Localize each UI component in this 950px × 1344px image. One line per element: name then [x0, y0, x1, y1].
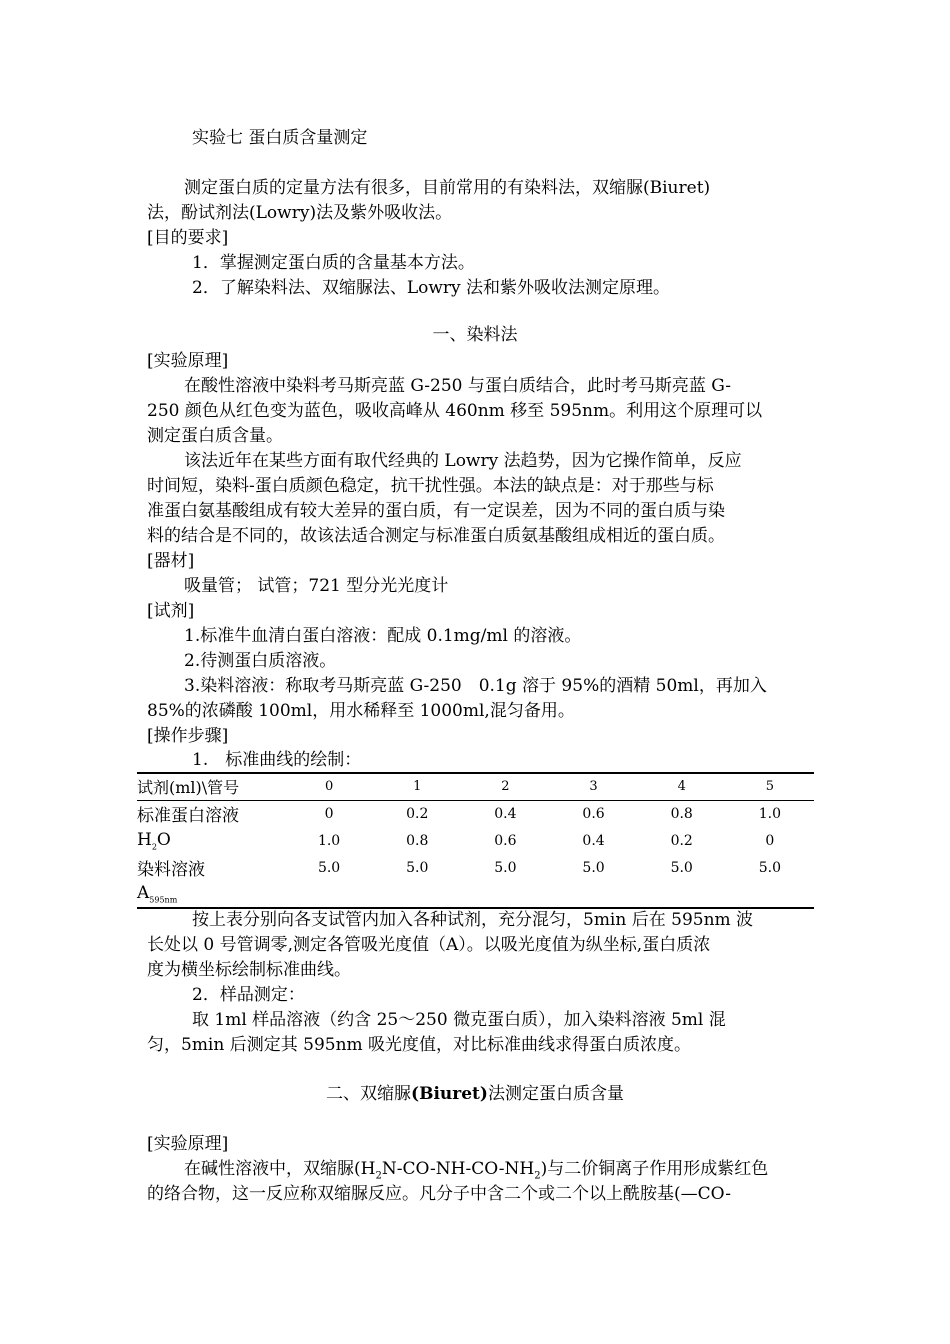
table-cell: 0.2	[670, 832, 693, 849]
tube-number: 2	[501, 779, 510, 795]
table-row	[137, 881, 814, 908]
reagent-item-2: 2.待测蛋白质溶液。	[184, 651, 337, 671]
objective-item-2: 2．了解染料法、双缩脲法、Lowry 法和紫外吸收法测定原理。	[192, 278, 671, 298]
table-cell	[373, 881, 461, 908]
section1-principle-p2-line-2: 时间短，染料-蛋白质颜色稳定，抗干扰性强。本法的缺点是：对于那些与标	[147, 476, 714, 496]
after-table-line-3: 度为横坐标绘制标准曲线。	[147, 960, 351, 980]
section1-principle-p2-line-3: 准蛋白氨基酸组成有较大差异的蛋白质，有一定误差，因为不同的蛋白质与染	[147, 501, 725, 521]
section2-title: 二、双缩脲(Biuret)法测定蛋白质含量	[326, 1084, 624, 1104]
section1-principle-p2-line-4: 料的结合是不同的，故该法适合测定与标准蛋白质氨基酸组成相近的蛋白质。	[147, 526, 725, 546]
section1-principle-p2-line-1: 该法近年在某些方面有取代经典的 Lowry 法趋势，因为它操作简单，反应	[184, 451, 742, 471]
table-cell: 5.0	[406, 859, 429, 876]
after-table-line-1: 按上表分别向各支试管内加入各种试剂，充分混匀，5min 后在 595nm 波	[192, 910, 754, 930]
objective-item-1: 1．掌握测定蛋白质的含量基本方法。	[192, 253, 475, 273]
tube-number: 1	[413, 779, 422, 795]
table-cell: 5.0	[317, 859, 341, 876]
table-cell	[285, 881, 373, 908]
table-cell: 0.6	[582, 805, 605, 822]
table-cell: 0.2	[406, 805, 429, 822]
table-cell: 5.0	[670, 859, 693, 876]
step2-title: 2．样品测定：	[192, 985, 305, 1005]
reagent-item-3-cont: 85%的浓磷酸 100ml，用水稀释至 1000ml,混匀备用。	[147, 701, 575, 721]
section2-principle-heading: [实验原理]	[147, 1134, 229, 1154]
reagent-item-1: 1.标准牛血清白蛋白溶液：配成 0.1mg/ml 的溶液。	[184, 626, 582, 646]
table-cell: 0.8	[670, 805, 693, 822]
section1-principle-line-1: 在酸性溶液中染料考马斯亮蓝 G-250 与蛋白质结合，此时考马斯亮蓝 G-	[184, 376, 731, 396]
section2-principle-line-2: 的络合物，这一反应称双缩脲反应。凡分子中含二个或二个以上酰胺基(—CO-	[147, 1184, 731, 1204]
table-cell: 0.4	[494, 805, 517, 822]
step2-line-1: 取 1ml 样品溶液（约含 25～250 微克蛋白质），加入染料溶液 5ml 混	[192, 1010, 726, 1030]
table-cell: 0.6	[494, 832, 517, 849]
table-cell: 0.4	[582, 832, 605, 849]
equipment-heading: [器材]	[147, 551, 195, 571]
row-label: $A_{595nm}$	[137, 883, 178, 905]
step2-line-2: 匀，5min 后测定其 595nm 吸光度值，对比标准曲线求得蛋白质浓度。	[147, 1035, 692, 1055]
row-label: $H_2O$	[137, 829, 171, 852]
table-cell: 1.0	[317, 832, 341, 849]
table-cell	[461, 881, 549, 908]
table-header-row	[137, 773, 814, 800]
tube-number: 3	[589, 779, 598, 795]
row-label: 染料溶液	[137, 860, 205, 880]
standard-curve-table	[137, 772, 814, 909]
steps-heading: [操作步骤]	[147, 726, 229, 746]
tube-number: 4	[677, 779, 686, 795]
tube-number: 0	[324, 779, 334, 795]
step1-title: 1. 标准曲线的绘制：	[192, 750, 362, 770]
table-cell: 0	[324, 805, 334, 822]
table-cell: 5.0	[494, 859, 517, 876]
intro-line-2: 法，酚试剂法(Lowry)法及紫外吸收法。	[147, 203, 453, 223]
table-cell: 0.8	[406, 832, 429, 849]
section1-title: 一、染料法	[432, 325, 518, 345]
table-row	[137, 854, 814, 881]
table-row	[137, 800, 814, 827]
table-cell	[726, 881, 814, 908]
table-row	[137, 827, 814, 854]
table-cell	[638, 881, 726, 908]
after-table-line-2: 长处以 0 号管调零,测定各管吸光度值（A）。以吸光度值为纵坐标,蛋白质浓	[147, 935, 711, 955]
table-cell: 5.0	[758, 859, 782, 876]
table-cell: 1.0	[758, 805, 782, 822]
table-cell: 5.0	[582, 859, 605, 876]
document-title: 实验七 蛋白质含量测定	[192, 128, 368, 148]
intro-line-1: 测定蛋白质的定量方法有很多，目前常用的有染料法，双缩脲(Biuret)	[184, 178, 711, 198]
tube-number: 5	[765, 779, 775, 795]
table-header-label: 试剂(ml)\管号	[137, 778, 240, 798]
section1-principle-line-2: 250 颜色从红色变为蓝色，吸收高峰从 460nm 移至 595nm。利用这个原理可以	[147, 401, 763, 421]
equipment-text: 吸量管； 试管；721 型分光光度计	[184, 576, 449, 596]
reagents-heading: [试剂]	[147, 601, 195, 621]
reagent-item-3: 3.染料溶液：称取考马斯亮蓝 G-250 0.1g 溶于 95%的酒精 50ml，再加入	[184, 676, 767, 696]
section1-principle-heading: [实验原理]	[147, 351, 229, 371]
objectives-heading: [目的要求]	[147, 228, 229, 248]
section2-principle-line-1: 在碱性溶液中，双缩脲$(H_2N-CO-NH-CO-NH_2)$与二价铜离子作用形成紫红色	[184, 1159, 769, 1182]
table-cell	[549, 881, 637, 908]
table-cell: 0	[765, 832, 775, 849]
row-label: 标准蛋白溶液	[137, 806, 239, 827]
section1-principle-line-3: 测定蛋白质含量。	[147, 426, 283, 446]
